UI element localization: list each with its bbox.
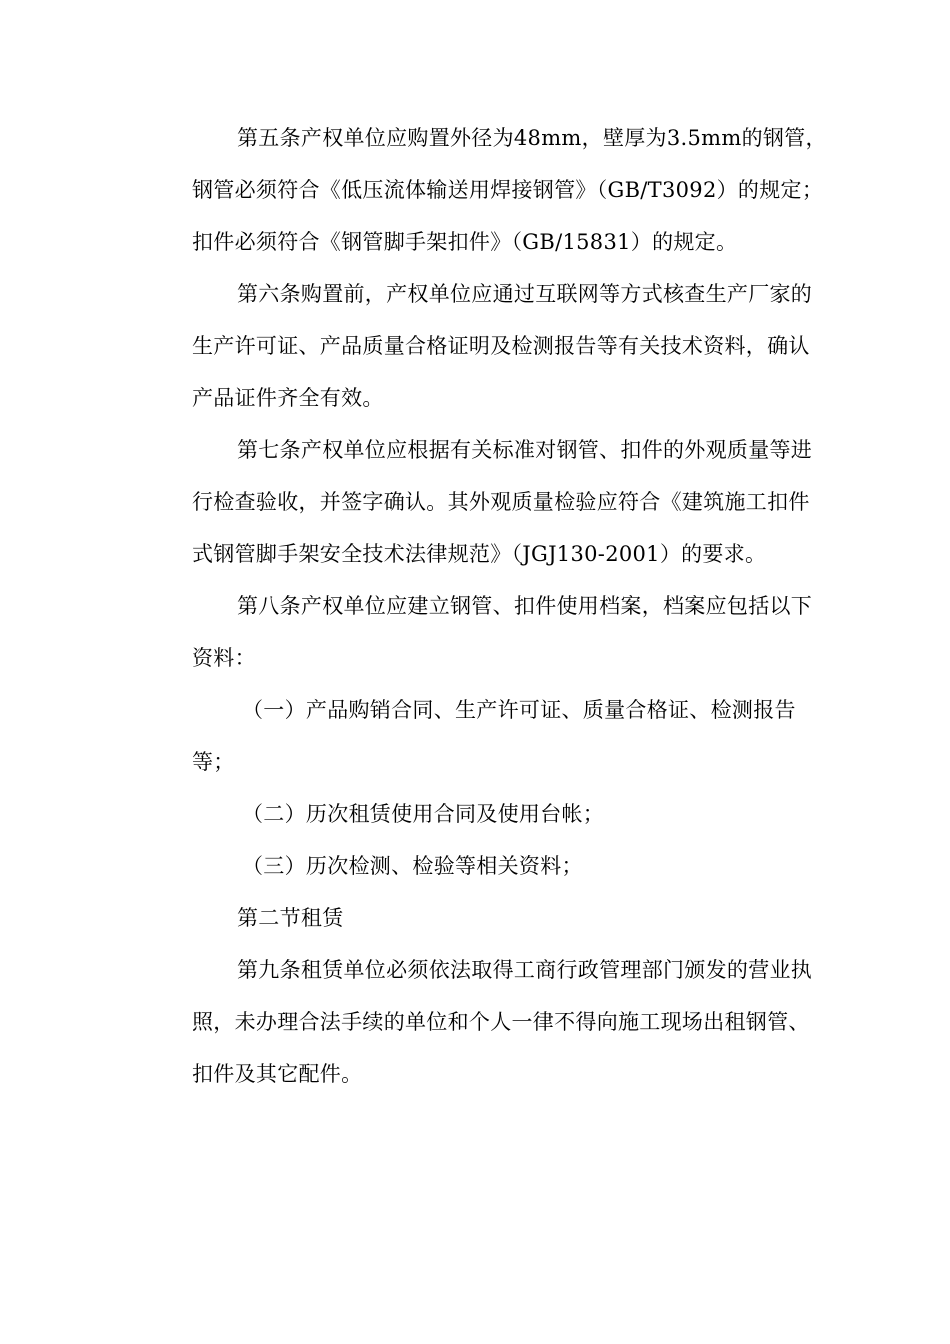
text-line: 钢管必须符合《低压流体输送用焊接钢管》（GB/T3092）的规定；	[192, 178, 824, 202]
text-line: 第九条租赁单位必须依法取得工商行政管理部门颁发的营业执	[237, 958, 813, 982]
text-line: 等；	[192, 750, 235, 774]
paragraph-article-6	[147, 268, 813, 424]
text-line: （一）产品购销合同、生产许可证、质量合格证、检测报告	[242, 698, 796, 722]
paragraph-article-5	[147, 112, 827, 268]
list-item-1	[147, 684, 807, 788]
list-item-3	[147, 840, 807, 892]
text-line: 第六条购置前，产权单位应通过互联网等方式核查生产厂家的	[237, 282, 813, 306]
paragraph-article-9	[147, 944, 813, 1100]
text-line: 生产许可证、产品质量合格证明及检测报告等有关技术资料，确认	[192, 334, 810, 358]
text-line: 式钢管脚手架安全技术法律规范》（JGJ130-2001）的要求。	[192, 542, 767, 566]
section-title: 第二节租赁	[237, 906, 344, 930]
text-line: 产品证件齐全有效。	[192, 386, 384, 410]
text-line: 第八条产权单位应建立钢管、扣件使用档案，档案应包括以下	[237, 594, 813, 618]
section-heading	[147, 892, 807, 944]
document-body	[147, 112, 827, 1100]
text-line: 第七条产权单位应根据有关标准对钢管、扣件的外观质量等进	[237, 438, 813, 462]
text-line: 扣件必须符合《钢管脚手架扣件》（GB/15831）的规定。	[192, 230, 738, 254]
list-item-2	[147, 788, 807, 840]
paragraph-article-8	[147, 580, 813, 684]
text-line: （二）历次租赁使用合同及使用台帐；	[242, 802, 605, 826]
text-line: （三）历次检测、检验等相关资料；	[242, 854, 583, 878]
text-line: 资料：	[192, 646, 256, 670]
text-line: 第五条产权单位应购置外径为48mm，壁厚为3.5mm的钢管，	[237, 126, 827, 150]
text-line: 照，未办理合法手续的单位和个人一律不得向施工现场出租钢管、	[192, 1010, 810, 1034]
paragraph-article-7	[147, 424, 813, 580]
text-line: 扣件及其它配件。	[192, 1062, 363, 1086]
text-line: 行检查验收，并签字确认。其外观质量检验应符合《建筑施工扣件	[192, 490, 810, 514]
